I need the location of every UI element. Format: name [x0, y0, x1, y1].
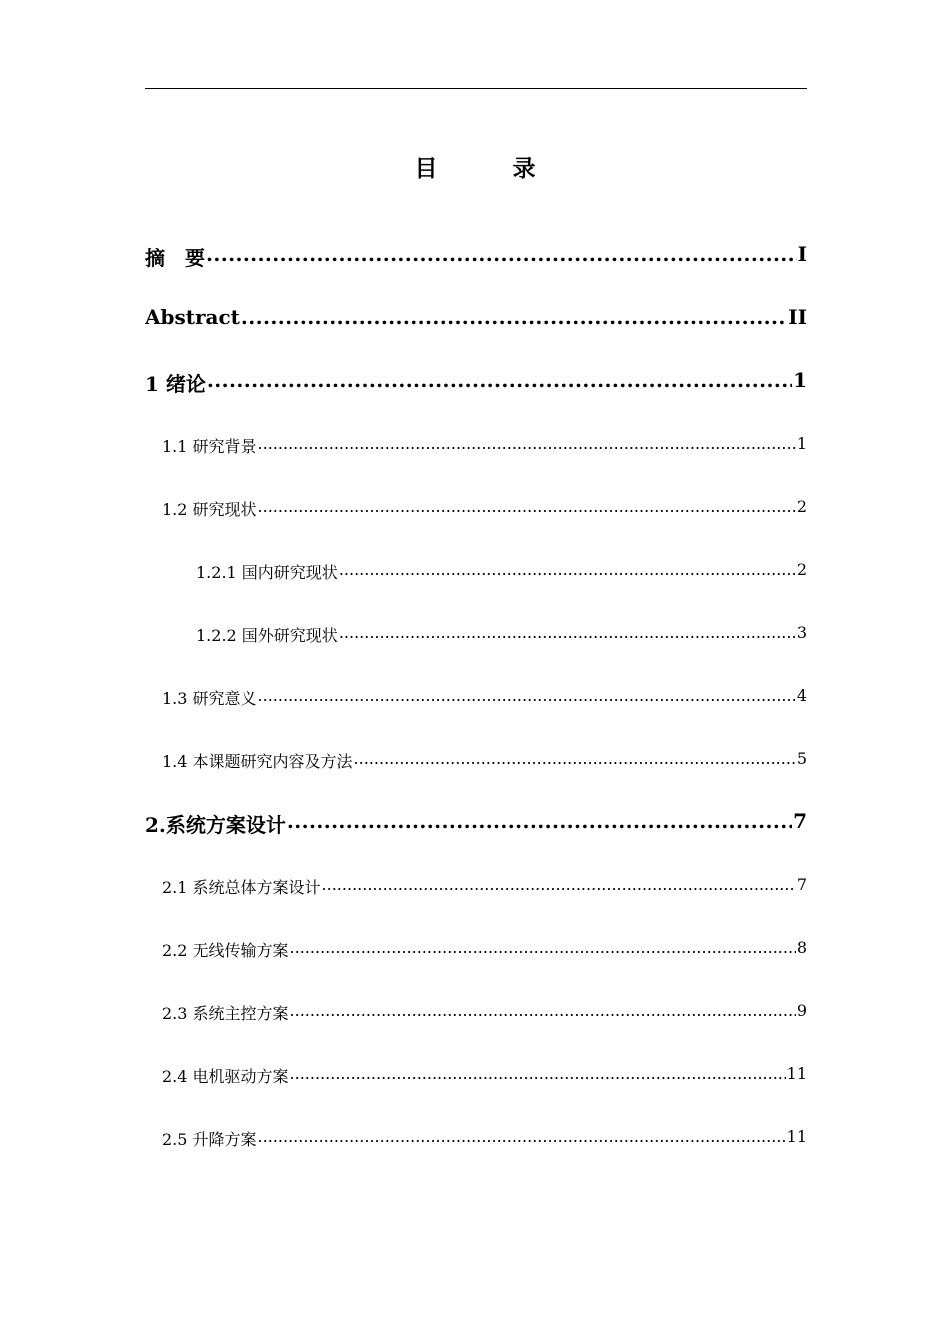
- toc-page-number: 11: [786, 1127, 807, 1146]
- toc-entry-label: 2.1 系统总体方案设计: [162, 878, 321, 897]
- toc-page-number: 1: [796, 434, 807, 453]
- toc-title: 目 录: [414, 156, 562, 182]
- toc-entry-label: 摘 要: [145, 246, 205, 270]
- toc-entry-1-2-2[interactable]: [145, 614, 807, 677]
- toc-page-number: 1: [793, 368, 807, 392]
- toc-leader-dots: [354, 749, 796, 768]
- toc-entry-2-3[interactable]: [145, 992, 807, 1055]
- toc-leader-dots: [258, 434, 796, 453]
- toc-entry-label: 2.3 系统主控方案: [162, 1004, 289, 1023]
- toc-entry-chapter-2[interactable]: [145, 803, 807, 866]
- toc-leader-dots: [290, 1001, 796, 1020]
- toc-entry-label: 1 绪论: [145, 372, 206, 396]
- toc-page-number: 2: [796, 560, 807, 579]
- toc-entry-2-2[interactable]: [145, 929, 807, 992]
- toc-entry-label: 1.3 研究意义: [162, 689, 257, 708]
- toc-entry-2-4[interactable]: [145, 1055, 807, 1118]
- toc-page-number: 2: [796, 497, 807, 516]
- toc-page-number: 3: [796, 623, 807, 642]
- toc-page-number: I: [797, 242, 807, 266]
- toc-entry-label: 2.5 升降方案: [162, 1130, 257, 1149]
- toc-leader-dots: [207, 368, 792, 392]
- toc-entry-1-3[interactable]: [145, 677, 807, 740]
- toc-leader-dots: [322, 875, 796, 894]
- toc-page-number: II: [788, 305, 807, 329]
- toc-leader-dots: [206, 242, 797, 266]
- toc-entry-label: 1.2.1 国内研究现状: [196, 563, 338, 582]
- toc-entry-1-1[interactable]: [145, 425, 807, 488]
- toc-entry-1-2[interactable]: [145, 488, 807, 551]
- toc-leader-dots: [258, 497, 796, 516]
- toc-leader-dots: [258, 1127, 786, 1146]
- toc-entry-label: 1.1 研究背景: [162, 437, 257, 456]
- toc-entry-label: 2.4 电机驱动方案: [162, 1067, 289, 1086]
- header-rule: [145, 88, 807, 89]
- toc-entry-chapter-1[interactable]: [145, 362, 807, 425]
- toc-page-number: 5: [796, 749, 807, 768]
- toc-page-number: 4: [796, 686, 807, 705]
- toc-entry-2-1[interactable]: [145, 866, 807, 929]
- toc-leader-dots: [339, 623, 796, 642]
- toc-leader-dots: [290, 938, 796, 957]
- toc-leader-dots: [339, 560, 796, 579]
- toc-entry-label: 2.系统方案设计: [145, 813, 286, 837]
- toc-entry-label: 2.2 无线传输方案: [162, 941, 289, 960]
- toc-leader-dots: [241, 305, 787, 329]
- toc-entry-label: 1.2.2 国外研究现状: [196, 626, 338, 645]
- toc-entry-abstract-cn[interactable]: [145, 236, 807, 299]
- toc-leader-dots: [258, 686, 796, 705]
- toc-page-number: 11: [786, 1064, 807, 1083]
- toc-entry-label: Abstract: [145, 305, 240, 329]
- toc-entry-label: 1.2 研究现状: [162, 500, 257, 519]
- toc-entry-abstract-en[interactable]: [145, 299, 807, 362]
- table-of-contents: [145, 236, 807, 1181]
- toc-leader-dots: [290, 1064, 786, 1083]
- toc-entry-1-4[interactable]: [145, 740, 807, 803]
- toc-page-number: 9: [796, 1001, 807, 1020]
- toc-entry-2-5[interactable]: [145, 1118, 807, 1181]
- toc-page-number: 8: [796, 938, 807, 957]
- toc-leader-dots: [287, 809, 792, 833]
- toc-entry-label: 1.4 本课题研究内容及方法: [162, 752, 353, 771]
- toc-entry-1-2-1[interactable]: [145, 551, 807, 614]
- toc-page-number: 7: [796, 875, 807, 894]
- toc-page-number: 7: [793, 809, 807, 833]
